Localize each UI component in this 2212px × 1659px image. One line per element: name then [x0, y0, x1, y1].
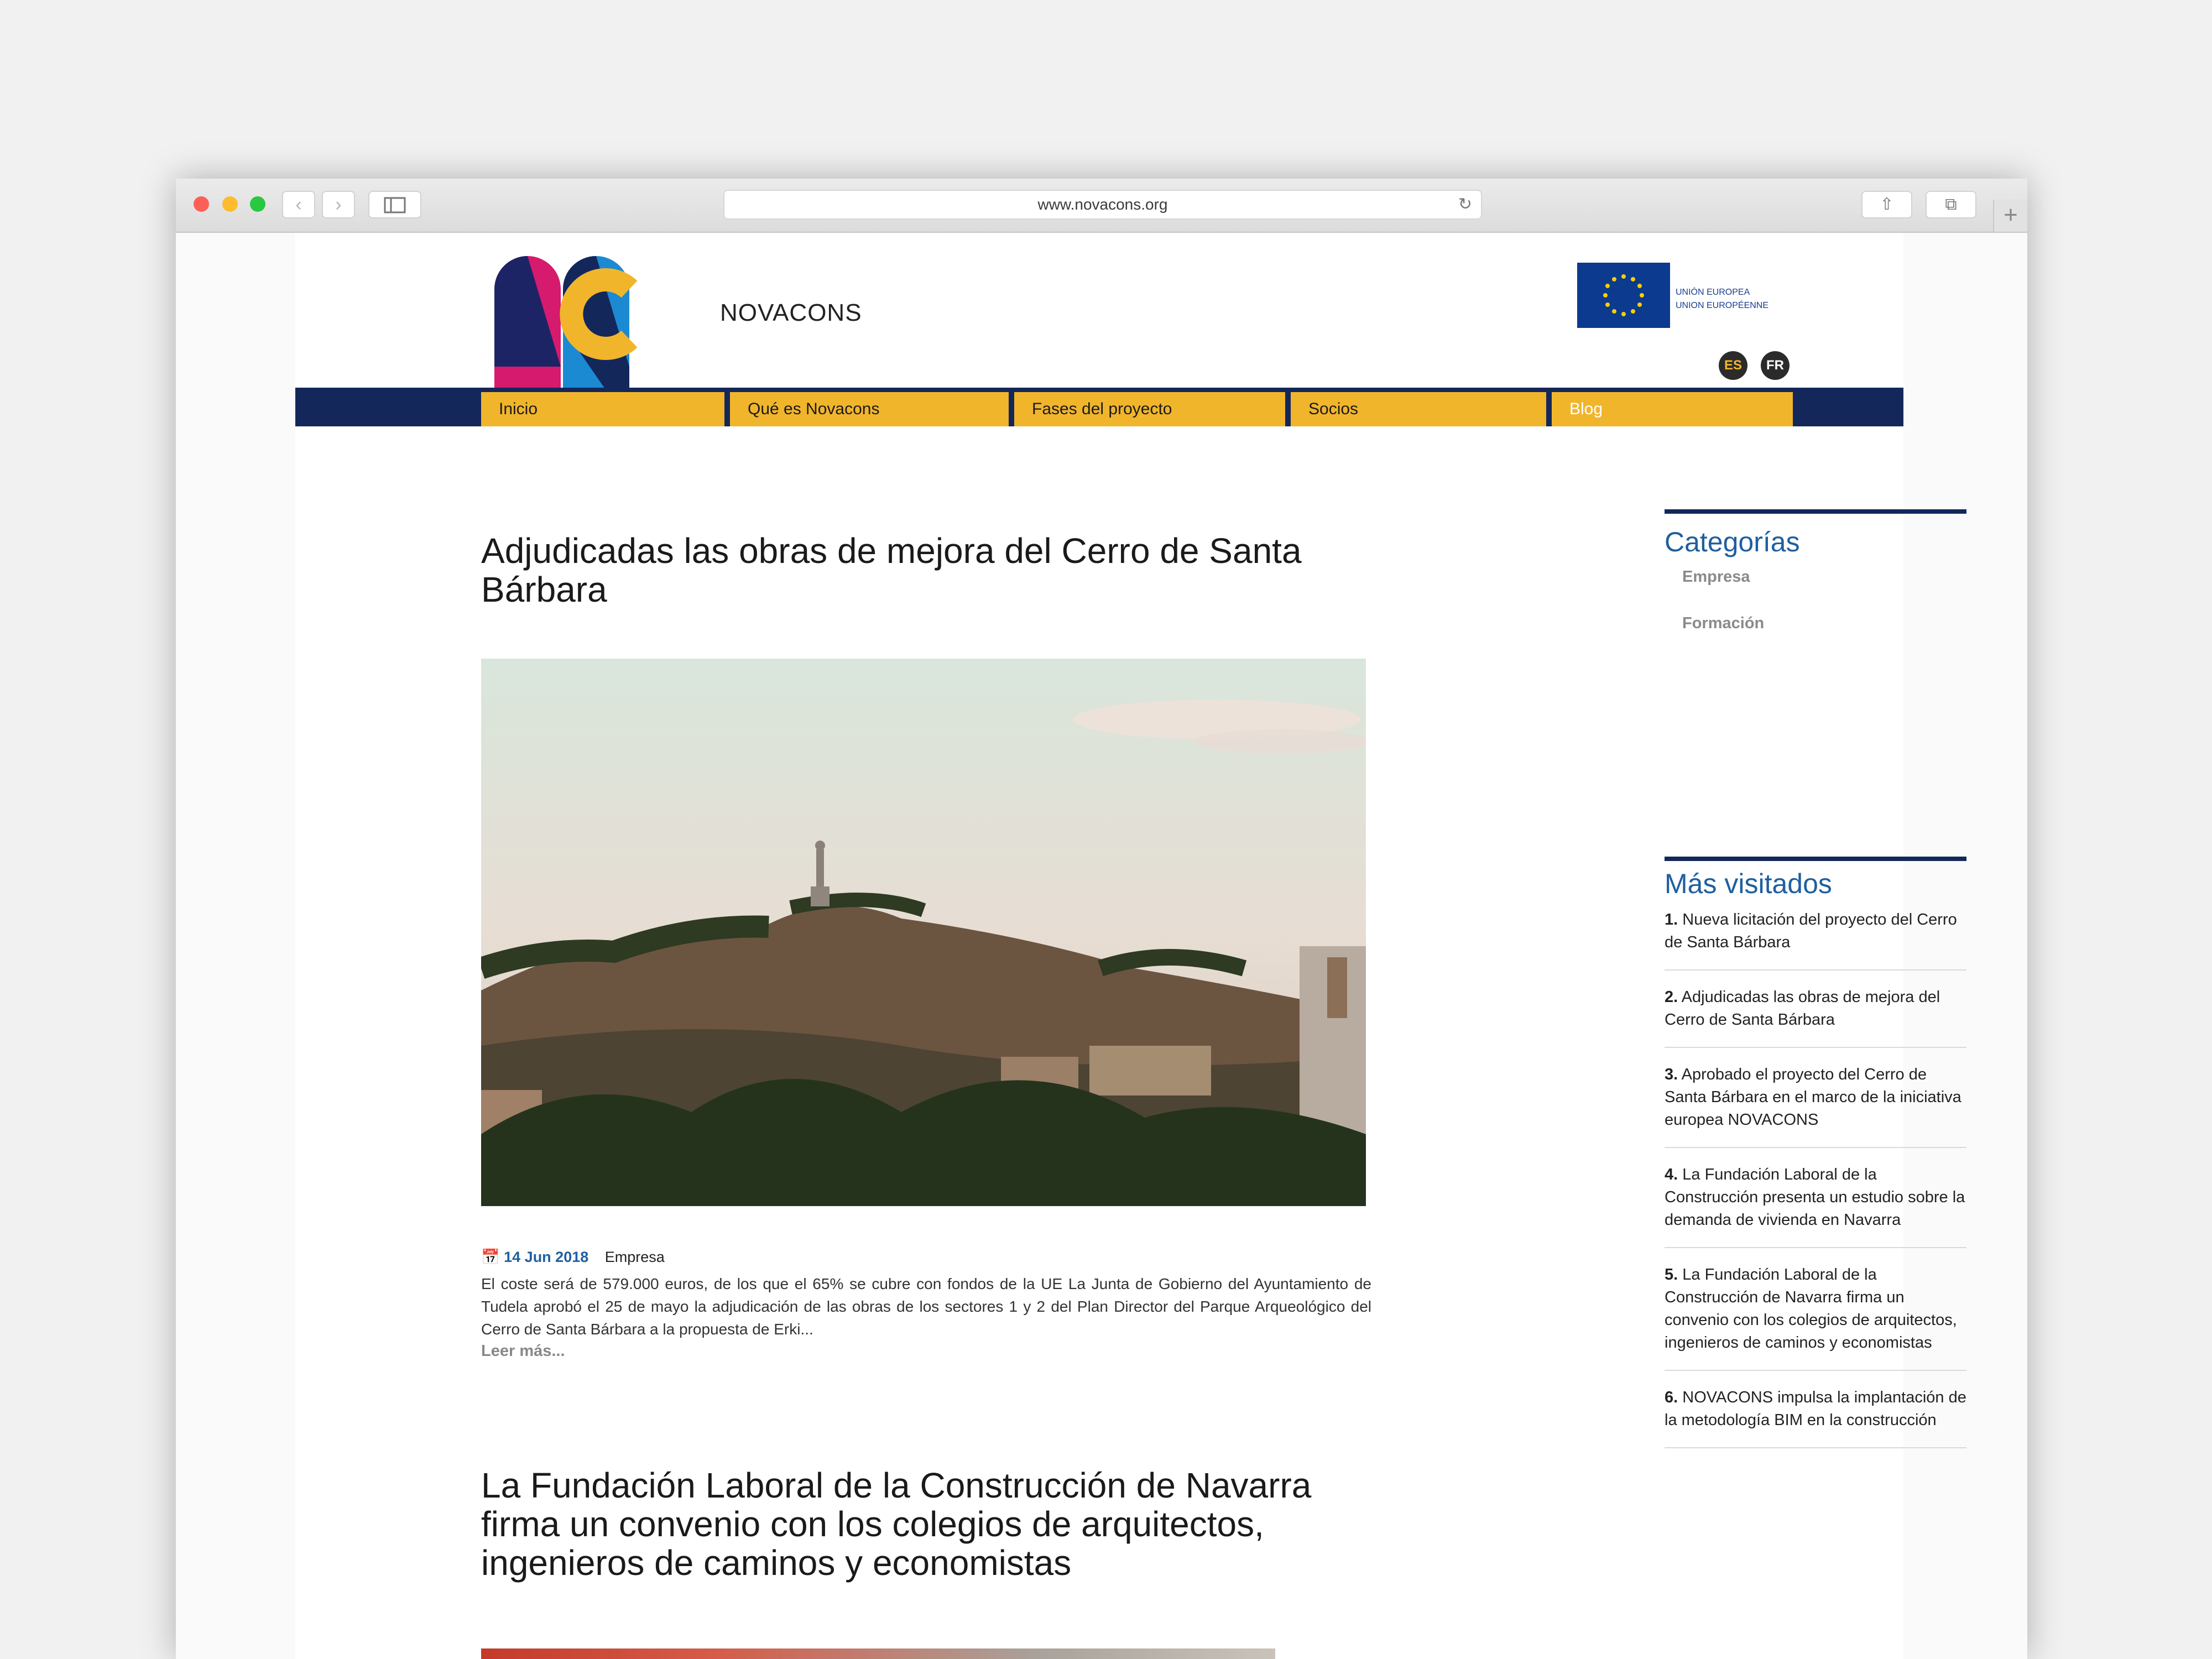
- post-title-2[interactable]: La Fundación Laboral de la Construcción de Navarra firma un convenio con los colegios de arquitectos, ingenieros de caminos y economistas: [481, 1465, 1312, 1583]
- category-link-empresa[interactable]: Empresa: [1682, 568, 1750, 586]
- item-number: 4.: [1665, 1166, 1678, 1183]
- item-number: 5.: [1665, 1266, 1678, 1284]
- post-title[interactable]: Adjudicadas las obras de mejora del Cerro de Santa Bárbara: [481, 531, 1302, 609]
- item-number: 1.: [1665, 911, 1678, 928]
- sidebar-divider: [1665, 857, 1966, 861]
- nav-item-blog[interactable]: Blog: [1552, 392, 1793, 426]
- most-visited-list: [1665, 909, 1966, 1464]
- chevron-left-icon: ‹: [295, 194, 302, 215]
- most-visited-item[interactable]: [1665, 1063, 1966, 1148]
- sidebar-icon: [384, 197, 406, 213]
- categories-heading: Categorías: [1665, 526, 1800, 557]
- item-text: NOVACONS impulsa la implantación de la metodología BIM en la construcción: [1665, 1389, 1966, 1429]
- eu-label-fr: UNION EUROPÉENNE: [1676, 301, 1769, 310]
- most-visited-item[interactable]: [1665, 1164, 1966, 1248]
- forward-button[interactable]: [322, 191, 355, 218]
- site-container: [295, 233, 1966, 1659]
- browser-toolbar: [176, 179, 2027, 233]
- item-number: 2.: [1665, 988, 1678, 1006]
- most-visited-item[interactable]: [1665, 1264, 1966, 1371]
- item-text: Adjudicadas las obras de mejora del Cerro de Santa Bárbara: [1665, 988, 1940, 1029]
- nav-item-inicio[interactable]: Inicio: [481, 392, 724, 426]
- nav-item-fases[interactable]: Fases del proyecto: [1014, 392, 1285, 426]
- chevron-right-icon: ›: [335, 194, 342, 215]
- most-visited-item[interactable]: [1665, 909, 1966, 971]
- nav-item-que-es[interactable]: Qué es Novacons: [730, 392, 1009, 426]
- nav-item-socios[interactable]: Socios: [1291, 392, 1546, 426]
- most-visited-item[interactable]: [1665, 1386, 1966, 1448]
- post-category[interactable]: Empresa: [604, 1249, 665, 1265]
- share-button[interactable]: [1861, 191, 1912, 218]
- close-window-button[interactable]: [194, 196, 209, 212]
- calendar-icon: 📅: [481, 1249, 500, 1265]
- post-excerpt: El coste será de 579.000 euros, de los que el 65% se cubre con fondos de la UE La Junta de Gobierno del Ayuntamiento de Tudela aprobó el 25 de mayo la adjudicación de las obras de los sectores 1 y 2 del Plan Director del Parque Arqueológico del Cerro de Santa Bárbara a la propuesta de Erki...: [481, 1275, 1371, 1338]
- main-nav: [295, 388, 1903, 426]
- new-tab-button[interactable]: [1993, 200, 2027, 232]
- item-number: 6.: [1665, 1389, 1678, 1406]
- item-text: Aprobado el proyecto del Cerro de Santa Bárbara en el marco de la iniciativa europea NOVACONS: [1665, 1066, 1961, 1129]
- tabs-icon: ⧉: [1945, 195, 1957, 213]
- sidebar-toggle-button[interactable]: [368, 191, 421, 218]
- item-text: La Fundación Laboral de la Construcción presenta un estudio sobre la demanda de vivienda en Navarra: [1665, 1166, 1965, 1229]
- read-more-link[interactable]: Leer más...: [481, 1342, 565, 1360]
- address-bar[interactable]: [723, 190, 1482, 220]
- show-tabs-button[interactable]: [1926, 191, 1976, 218]
- post-image-2[interactable]: [481, 1648, 1275, 1659]
- item-text: Nueva licitación del proyecto del Cerro de Santa Bárbara: [1665, 911, 1957, 951]
- browser-window: [176, 179, 2027, 1659]
- reload-icon[interactable]: ↻: [1458, 195, 1472, 213]
- category-link-formacion[interactable]: Formación: [1682, 614, 1765, 632]
- minimize-window-button[interactable]: [222, 196, 238, 212]
- most-visited-item[interactable]: [1665, 986, 1966, 1048]
- post-date: 14 Jun 2018: [504, 1249, 589, 1265]
- page-viewport: [176, 233, 2027, 1659]
- url-text: www.novacons.org: [1037, 196, 1168, 213]
- zoom-window-button[interactable]: [250, 196, 265, 212]
- language-fr-button[interactable]: FR: [1761, 351, 1790, 380]
- language-es-button[interactable]: ES: [1719, 351, 1747, 380]
- post-image[interactable]: [481, 659, 1366, 1206]
- brand-name: NOVACONS: [720, 299, 862, 326]
- back-button[interactable]: [282, 191, 315, 218]
- eu-label-es: UNIÓN EUROPEA: [1676, 288, 1750, 297]
- novacons-logo[interactable]: [494, 256, 710, 389]
- plus-icon: +: [2004, 201, 2018, 228]
- item-number: 3.: [1665, 1066, 1678, 1083]
- item-text: La Fundación Laboral de la Construcción de Navarra firma un convenio con los colegios de arquitectos, ingenieros de caminos y economistas: [1665, 1266, 1957, 1352]
- eu-flag-icon: [1577, 263, 1670, 328]
- share-icon: ⇧: [1880, 195, 1894, 213]
- sidebar-divider: [1665, 509, 1966, 514]
- post-meta: [481, 1248, 665, 1266]
- most-visited-heading: Más visitados: [1665, 868, 1832, 899]
- eu-label: [1676, 286, 1768, 312]
